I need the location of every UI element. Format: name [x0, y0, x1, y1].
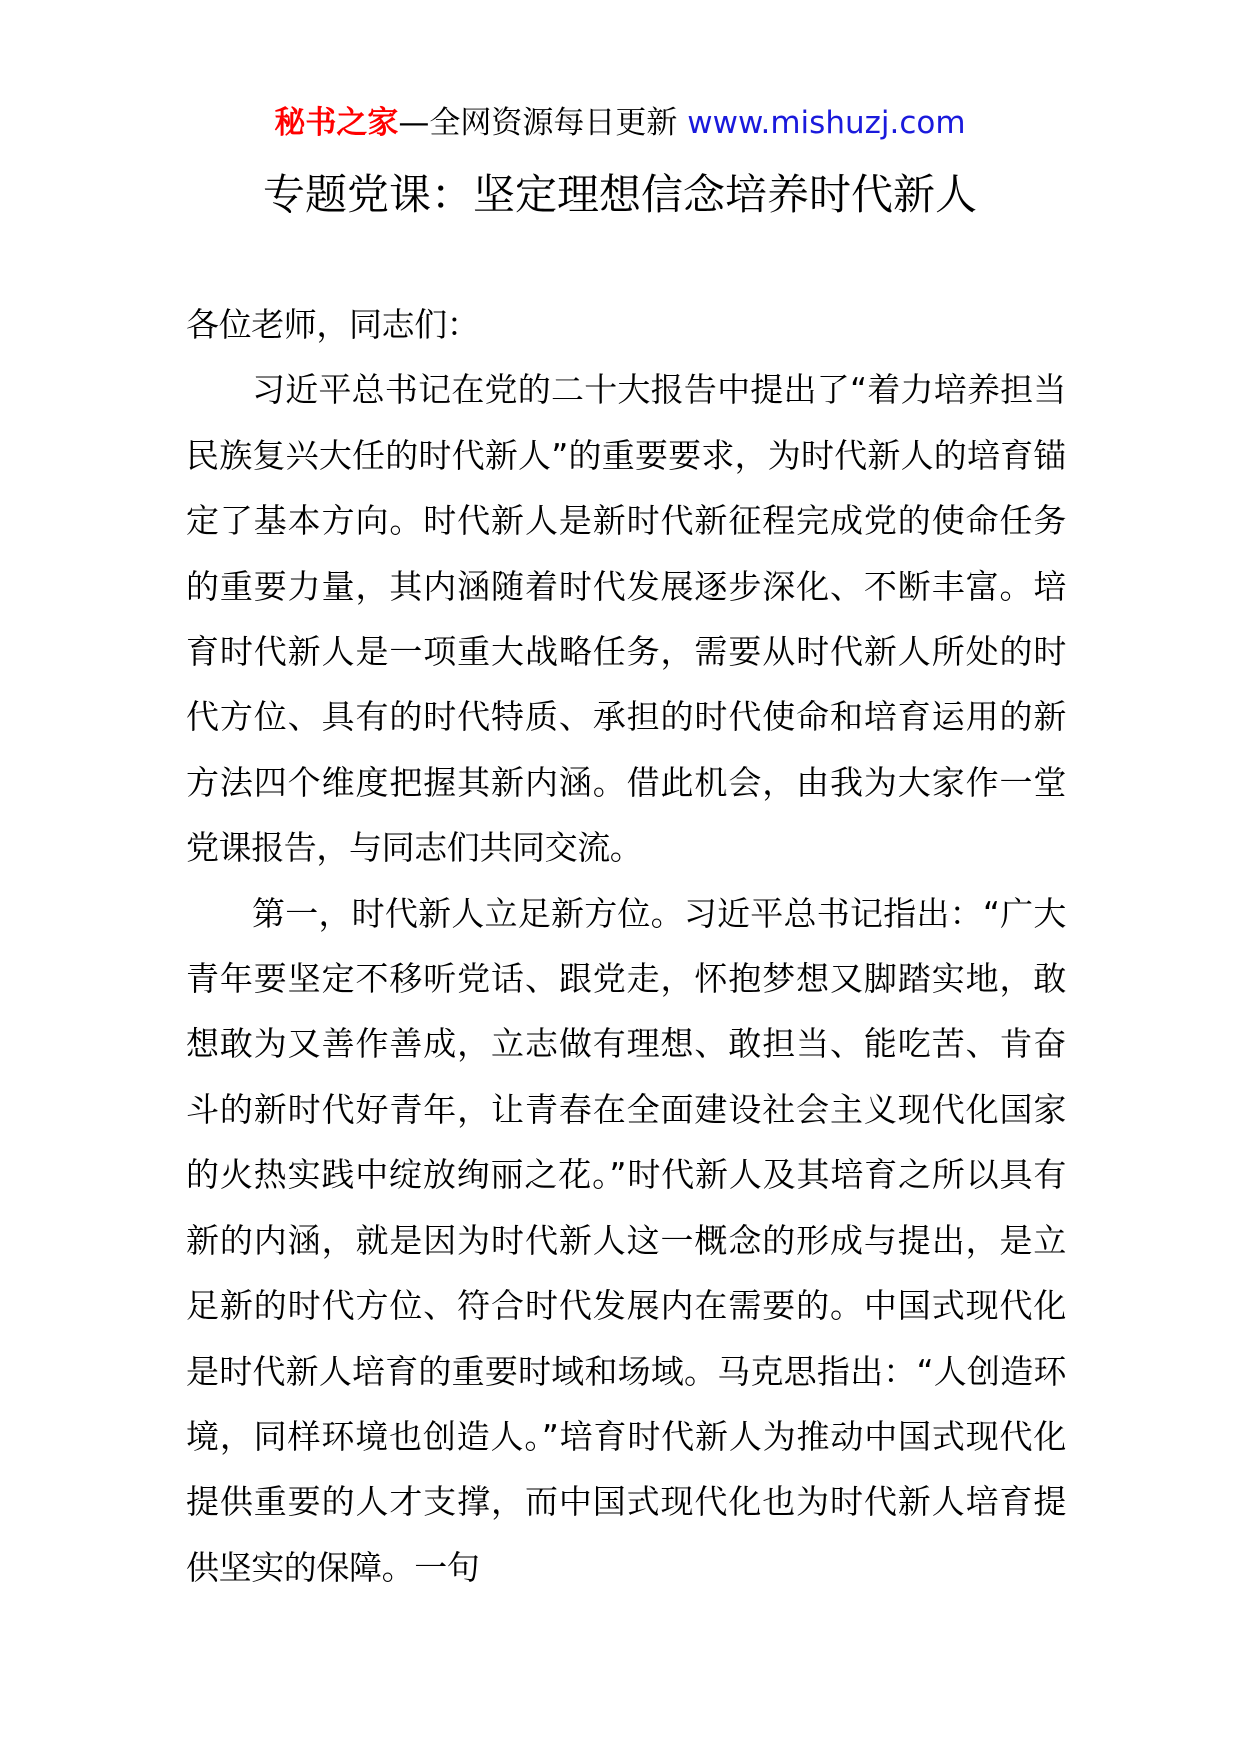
paragraph-first-point: 第一，时代新人立足新方位。习近平总书记指出：“广大青年要坚定不移听党话、跟党走，怀抱梦想又脚踏实地，敢想敢为又善作善成，立志做有理想、敢担当、能吃苦、肯奋斗的新时代好青年，让青春在全面建设社会主义现代化国家的火热实践中绽放绚丽之花。”时代新人及其培育之所以具有新的内涵，就是因为时代新人这一概念的形成与提出，是立足新的时代方位、符合时代发展内在需要的。中国式现代化是时代新人培育的重要时域和场域。马克思指出：“人创造环境，同样环境也创造人。”培育时代新人为推动中国式现代化提供重要的人才支撑，而中国式现代化也为时代新人培育提供坚实的保障。一句	[186, 893, 1066, 1587]
greeting-line: 各位老师，同志们：	[186, 305, 480, 344]
paragraph-intro: 习近平总书记在党的二十大报告中提出了“着力培养担当民族复兴大任的时代新人”的重要要求，为时代新人的培育锚定了基本方向。时代新人是新时代新征程完成党的使命任务的重要力量，其内涵随着时代发展逐步深化、不断丰富。培育时代新人是一项重大战略任务，需要从时代新人所处的时代方位、具有的时代特质、承担的时代使命和培育运用的新方法四个维度把握其新内涵。借此机会，由我为大家作一堂党课报告，与同志们共同交流。	[186, 370, 1066, 868]
watermark-header	[0, 100, 1240, 146]
document-body	[186, 292, 1066, 1600]
brand-name: 秘书之家	[274, 105, 399, 141]
site-url-link[interactable]: www.mishuzj.com	[687, 105, 966, 141]
document-title: 专题党课：坚定理想信念培养时代新人	[262, 170, 977, 219]
header-tagline: —全网资源每日更新	[398, 105, 688, 141]
